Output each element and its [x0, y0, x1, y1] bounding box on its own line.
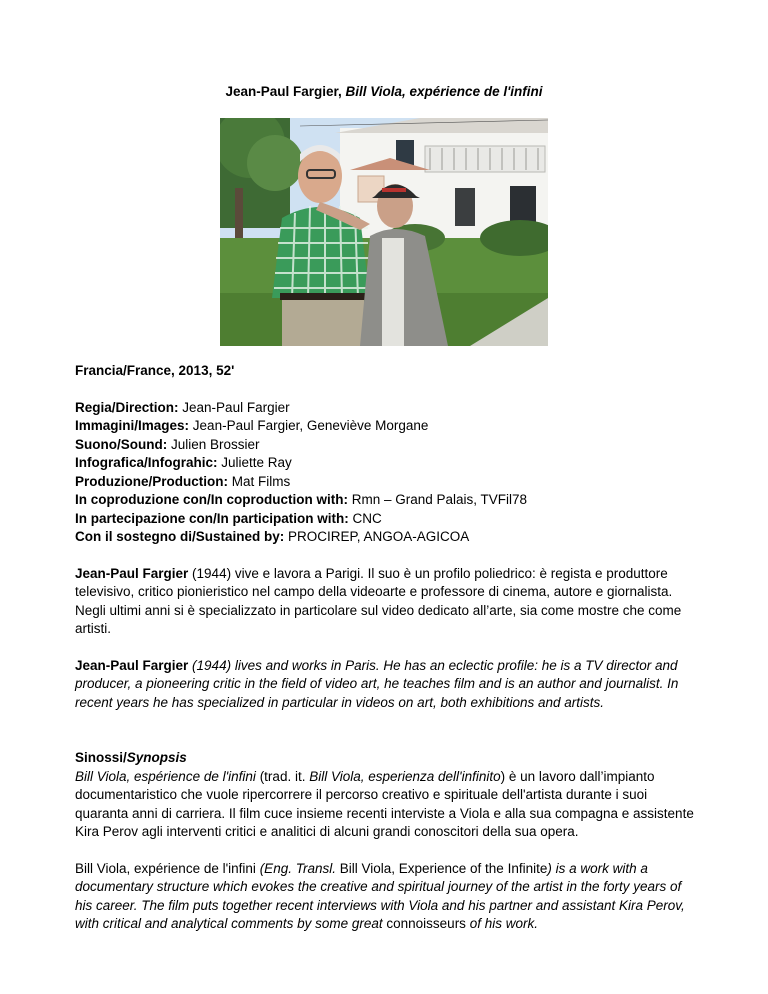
credit-line: [75, 454, 700, 473]
credit-value: Rmn – Grand Palais, TVFil78: [347, 492, 528, 507]
credit-line: [75, 528, 700, 547]
bio-english-name: Jean-Paul Fargier: [75, 657, 189, 673]
credit-label: Regia/Direction:: [75, 399, 179, 415]
credit-value: Julien Brossier: [167, 436, 260, 452]
credit-value: PROCIREP, ANGOA-AGICOA: [284, 529, 470, 544]
country-year-duration: Francia/France, 2013, 52': [75, 363, 235, 378]
document-body: [75, 362, 700, 934]
credit-value: Mat Films: [228, 473, 291, 489]
credit-label: In partecipazione con/In participation with:: [75, 510, 349, 526]
bio-english-text: (1944) lives and works in Paris. He has an eclectic profile: he is a TV director and producer, a pioneering critic in the field of video art, he teaches film and is an author and journalist. In recent years he has specialized in particular in videos on art, both exhibitions and artists.: [75, 657, 679, 710]
title-author: Jean-Paul Fargier,: [225, 84, 346, 99]
photo: [220, 118, 548, 346]
credit-label: In coproduzione con/In coproduction with:: [75, 492, 348, 507]
credit-line: [75, 491, 700, 510]
bio-italian: [75, 565, 700, 639]
credit-line: [75, 399, 700, 418]
synopsis-heading: Sinossi/Synopsis: [75, 750, 187, 765]
credit-line: [75, 417, 700, 436]
synopsis-english: Bill Viola, expérience de l'infini (Eng. Transl. Bill Viola, Experience of the Infinite) is a work with a documentary structure which evokes the creative and spiritual journey of the artist in the forty years of his career. The film puts together recent interviews with Viola and his partner and assistant Kira Perov, with critical and analytical comments by some great connoisseurs of his work.: [75, 860, 685, 931]
credit-line: [75, 473, 700, 492]
credit-label: Produzione/Production:: [75, 473, 228, 489]
title-film: Bill Viola, expérience de l'infini: [345, 84, 543, 99]
credit-value: CNC: [348, 510, 382, 526]
credit-label: Infografica/Infograhic:: [75, 455, 218, 470]
credit-value: Jean-Paul Fargier, Geneviève Morgane: [189, 418, 429, 433]
credit-label: Immagini/Images:: [75, 418, 190, 433]
credit-value: Jean-Paul Fargier: [178, 399, 290, 415]
credit-line: [75, 436, 700, 455]
credit-label: Suono/Sound:: [75, 436, 168, 452]
synopsis-italian: Bill Viola, espérience de l'infini (trad. it. Bill Viola, esperienza dell'infinito) è un lavoro dall’impianto documentaristico che vuole ripercorrere il percorso creativo e spirituale dell'artista durante i suoi quaranta anni di carriera. Il film cuce insieme recenti interviste a Viola e alla sua compagna e assistente Kira Perov agli interventi critici e analitici di alcuni grandi conoscitori della sua opera.: [75, 768, 694, 839]
credit-value: Juliette Ray: [217, 455, 292, 470]
credit-label: Con il sostegno di/Sustained by:: [75, 529, 285, 544]
bio-italian-name: Jean-Paul Fargier: [75, 565, 189, 581]
credits-list: [75, 399, 700, 547]
bio-italian-text: (1944) vive e lavora a Parigi. Il suo è un profilo poliedrico: è regista e produttore televisivo, critico pionieristico nel campo della videoarte e professore di cinema, autore e giornalista. Negli ultimi anni si è specializzato in particolare sul video dedicato all’arte, sia come mostre che come artisti.: [75, 565, 682, 636]
page-title: [0, 84, 768, 99]
credit-line: [75, 510, 700, 529]
bio-english: [75, 657, 700, 713]
